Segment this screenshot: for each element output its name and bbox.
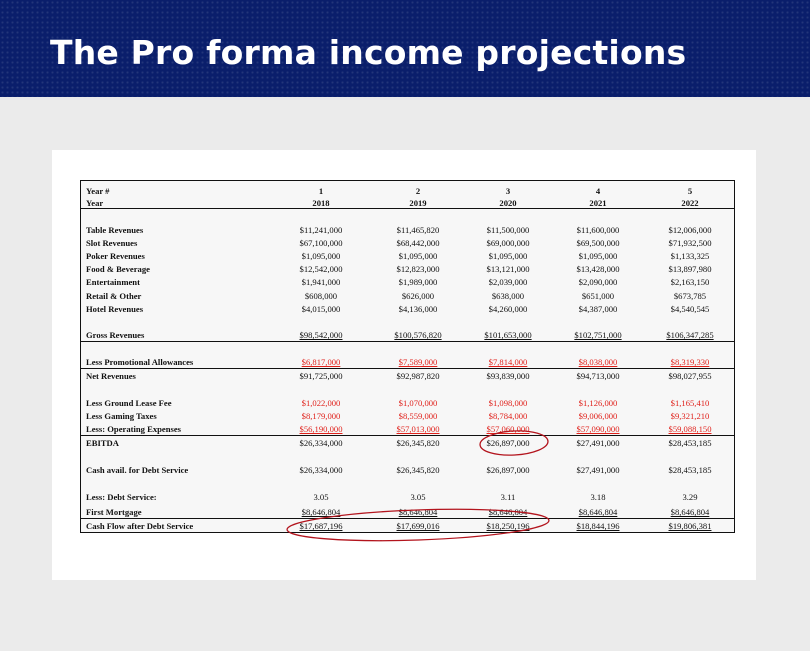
cash-available-row — [81, 464, 734, 476]
value-cell: $27,491,000 — [576, 438, 620, 448]
value-cell: $18,844,196 — [576, 521, 620, 531]
value-cell: $4,260,000 — [488, 304, 528, 314]
table-row — [81, 224, 734, 236]
value-cell: $8,559,000 — [398, 411, 438, 421]
value-cell: $27,491,000 — [576, 465, 620, 475]
row-label: Less: Debt Service: — [86, 492, 157, 502]
value-cell: $28,453,185 — [668, 438, 712, 448]
value-cell: $1,070,000 — [398, 398, 438, 408]
value-cell: $69,000,000 — [486, 238, 530, 248]
value-cell: $59,088,150 — [668, 424, 712, 434]
value-cell: $69,500,000 — [576, 238, 620, 248]
value-cell: $68,442,000 — [396, 238, 440, 248]
table-row — [81, 290, 734, 302]
value-cell: $11,500,000 — [486, 225, 530, 235]
cash-flow-row — [81, 520, 734, 532]
table-row — [81, 263, 734, 275]
value-cell: $608,000 — [304, 291, 338, 301]
header-divider — [81, 208, 734, 209]
value-cell: $12,823,000 — [396, 264, 440, 274]
value-cell: 3.05 — [410, 492, 426, 502]
page-title: The Pro forma income projections — [50, 33, 687, 72]
year-number-cell: 1 — [318, 186, 324, 196]
value-cell: $98,027,955 — [668, 371, 712, 381]
year-number-cell: 5 — [687, 186, 693, 196]
gross-divider — [81, 341, 734, 342]
value-cell: $13,428,000 — [576, 264, 620, 274]
value-cell: $651,000 — [581, 291, 615, 301]
row-label: Table Revenues — [86, 225, 144, 235]
year-number-row — [81, 185, 734, 197]
expense-divider — [81, 435, 734, 436]
value-cell: $2,163,150 — [670, 277, 710, 287]
value-cell: $7,814,000 — [488, 357, 528, 367]
year-cell: 2022 — [681, 198, 699, 208]
value-cell: $11,241,000 — [299, 225, 343, 235]
value-cell: $1,133,325 — [670, 251, 710, 261]
value-cell: $13,121,000 — [486, 264, 530, 274]
year-cell: 2019 — [409, 198, 427, 208]
year-number-cell: 2 — [415, 186, 421, 196]
value-cell: $91,725,000 — [299, 371, 343, 381]
row-label: Less: Operating Expenses — [86, 424, 182, 434]
value-cell: $4,387,000 — [578, 304, 618, 314]
row-label: Slot Revenues — [86, 238, 138, 248]
value-cell: $102,751,000 — [574, 330, 622, 340]
row-label: Gross Revenues — [86, 330, 145, 340]
value-cell: $8,179,000 — [301, 411, 341, 421]
value-cell: $8,646,804 — [398, 507, 438, 517]
value-cell: $92,987,820 — [396, 371, 440, 381]
value-cell: $67,100,000 — [299, 238, 343, 248]
row-label: Less Gaming Taxes — [86, 411, 157, 421]
value-cell: $638,000 — [491, 291, 525, 301]
value-cell: $26,897,000 — [486, 438, 530, 448]
value-cell: $8,646,804 — [670, 507, 710, 517]
year-number-cell: 4 — [595, 186, 601, 196]
row-label: First Mortgage — [86, 507, 142, 517]
income-projection-table — [80, 180, 735, 533]
row-label: Year — [86, 198, 104, 208]
value-cell: $101,653,000 — [484, 330, 532, 340]
first-mortgage-row — [81, 506, 734, 518]
value-cell: $106,347,285 — [666, 330, 714, 340]
value-cell: $1,989,000 — [398, 277, 438, 287]
value-cell: $11,465,820 — [396, 225, 440, 235]
row-label: Cash Flow after Debt Service — [86, 521, 194, 531]
expense-row — [81, 410, 734, 422]
expense-row — [81, 423, 734, 435]
promo-divider — [81, 368, 734, 369]
value-cell: $11,600,000 — [576, 225, 620, 235]
value-cell: $626,000 — [401, 291, 435, 301]
gross-revenues-row — [81, 329, 734, 341]
row-label: Less Ground Lease Fee — [86, 398, 172, 408]
value-cell: $17,699,016 — [396, 521, 440, 531]
net-revenues-row — [81, 370, 734, 382]
row-label: Retail & Other — [86, 291, 142, 301]
table-row — [81, 250, 734, 262]
value-cell: $19,806,381 — [668, 521, 712, 531]
value-cell: $9,006,000 — [578, 411, 618, 421]
value-cell: $26,345,820 — [396, 438, 440, 448]
row-label: Cash avail. for Debt Service — [86, 465, 189, 475]
ebitda-row — [81, 437, 734, 449]
value-cell: $26,334,000 — [299, 438, 343, 448]
title-banner — [0, 0, 810, 97]
value-cell: $12,006,000 — [668, 225, 712, 235]
value-cell: $100,576,820 — [394, 330, 442, 340]
value-cell: $9,321,210 — [670, 411, 710, 421]
value-cell: $13,897,980 — [668, 264, 712, 274]
value-cell: $2,039,000 — [488, 277, 528, 287]
value-cell: $56,190,000 — [299, 424, 343, 434]
value-cell: $71,932,500 — [668, 238, 712, 248]
expense-row — [81, 397, 734, 409]
value-cell: $8,784,000 — [488, 411, 528, 421]
value-cell: $1,095,000 — [398, 251, 438, 261]
value-cell: $2,090,000 — [578, 277, 618, 287]
row-label: Year # — [86, 186, 110, 196]
value-cell: $28,453,185 — [668, 465, 712, 475]
slide-sheet — [52, 150, 756, 580]
table-row — [81, 276, 734, 288]
value-cell: $26,345,820 — [396, 465, 440, 475]
row-label: Entertainment — [86, 277, 140, 287]
value-cell: $1,941,000 — [301, 277, 341, 287]
year-cell: 2018 — [312, 198, 330, 208]
value-cell: $8,038,000 — [578, 357, 618, 367]
year-number-cell: 3 — [505, 186, 511, 196]
value-cell: $1,022,000 — [301, 398, 341, 408]
row-label: Less Promotional Allowances — [86, 357, 194, 367]
value-cell: $1,095,000 — [488, 251, 528, 261]
value-cell: 3.05 — [313, 492, 329, 502]
row-label: Food & Beverage — [86, 264, 150, 274]
debt-service-row — [81, 491, 734, 503]
value-cell: $12,542,000 — [299, 264, 343, 274]
value-cell: $26,897,000 — [486, 465, 530, 475]
year-cell: 2021 — [589, 198, 607, 208]
table-row — [81, 237, 734, 249]
value-cell: $1,165,410 — [670, 398, 710, 408]
value-cell: 3.11 — [500, 492, 516, 502]
value-cell: $8,646,804 — [488, 507, 528, 517]
value-cell: $93,839,000 — [486, 371, 530, 381]
value-cell: $4,015,000 — [301, 304, 341, 314]
table-row — [81, 303, 734, 315]
value-cell: $8,646,804 — [301, 507, 341, 517]
year-cell: 2020 — [499, 198, 517, 208]
value-cell: $1,098,000 — [488, 398, 528, 408]
promotional-allowances-row — [81, 356, 734, 368]
value-cell: $57,060,000 — [486, 424, 530, 434]
value-cell: $1,126,000 — [578, 398, 618, 408]
value-cell: $98,542,000 — [299, 330, 343, 340]
mortgage-divider — [81, 518, 734, 519]
value-cell: 3.18 — [590, 492, 606, 502]
row-label: Poker Revenues — [86, 251, 145, 261]
value-cell: $673,785 — [673, 291, 707, 301]
row-label: EBITDA — [86, 438, 119, 448]
value-cell: $4,136,000 — [398, 304, 438, 314]
row-label: Hotel Revenues — [86, 304, 144, 314]
value-cell: $8,646,804 — [578, 507, 618, 517]
value-cell: $8,319,330 — [670, 357, 710, 367]
value-cell: $18,250,196 — [486, 521, 530, 531]
value-cell: 3.29 — [682, 492, 698, 502]
value-cell: $17,687,196 — [299, 521, 343, 531]
value-cell: $4,540,545 — [670, 304, 710, 314]
value-cell: $1,095,000 — [301, 251, 341, 261]
value-cell: $57,090,000 — [576, 424, 620, 434]
value-cell: $6,817,000 — [301, 357, 341, 367]
value-cell: $57,013,000 — [396, 424, 440, 434]
value-cell: $26,334,000 — [299, 465, 343, 475]
value-cell: $7,589,000 — [398, 357, 438, 367]
row-label: Net Revenues — [86, 371, 136, 381]
value-cell: $1,095,000 — [578, 251, 618, 261]
value-cell: $94,713,000 — [576, 371, 620, 381]
